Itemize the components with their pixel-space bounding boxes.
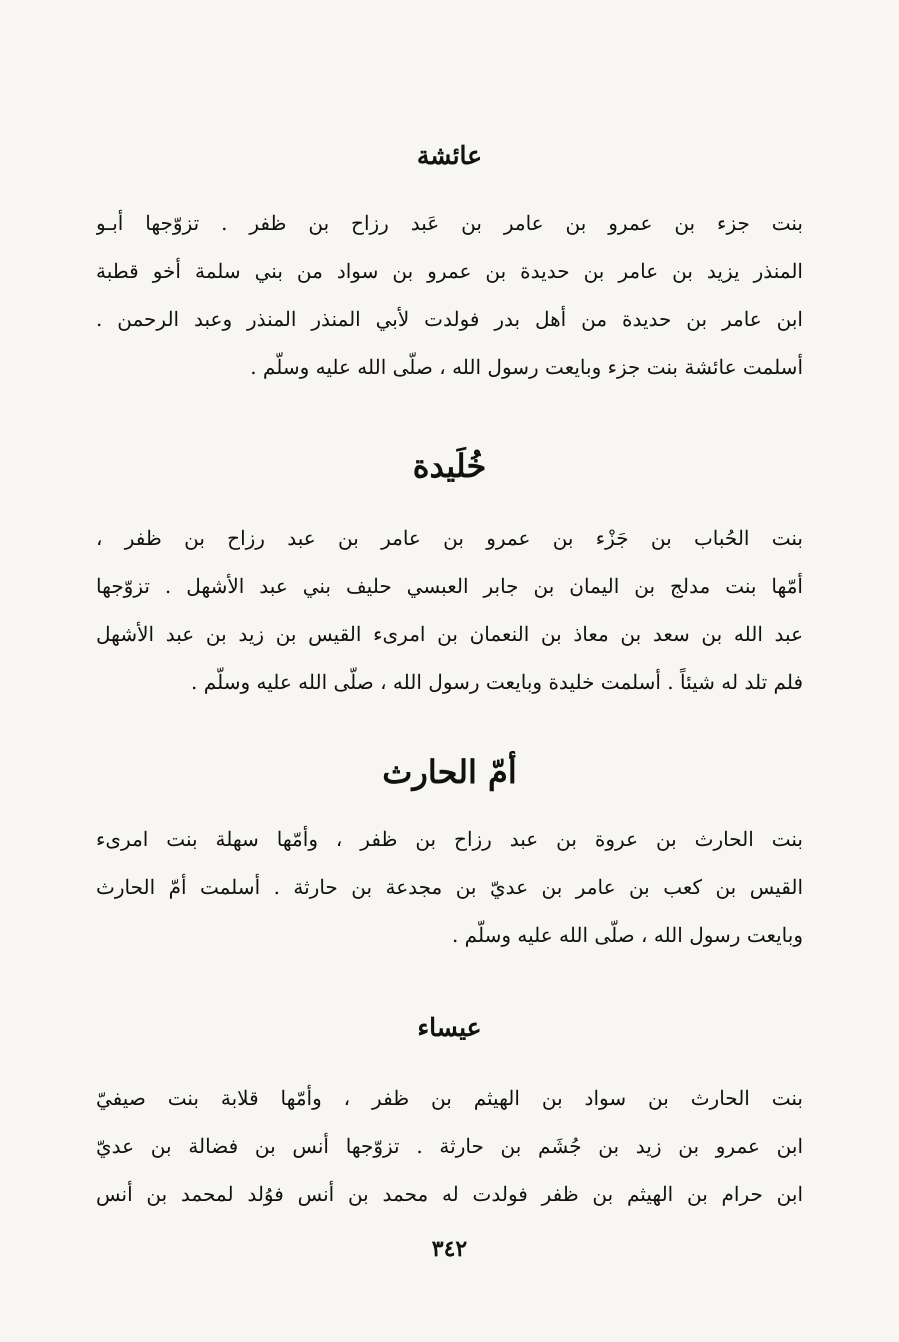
text-line: ابن عامر بن حديدة من أهل بدر فولدت لأبي المنذر المنذر وعبد الرحمن . <box>96 307 803 331</box>
text-line: أمّها بنت مدلج بن اليمان بن جابر العبسي حليف بني عبد الأشهل . تزوّجها <box>96 574 803 598</box>
text-line: بنت الحارث بن سواد بن الهيثم بن ظفر ، وأمّها قلابة بنت صيفيّ <box>96 1086 803 1110</box>
entry-title-aisha: عائشة <box>416 141 483 170</box>
entry-body-aysa <box>96 1074 803 1218</box>
text-line: فلم تلد له شيئاً . أسلمت خليدة وبايعت رسول الله ، صلّى الله عليه وسلّم . <box>191 670 803 694</box>
entry-body-umm-al-harith <box>96 815 803 959</box>
text-line: القيس بن كعب بن عامر بن عديّ بن مجدعة بن حارثة . أسلمت أمّ الحارث <box>96 875 803 899</box>
text-line: ابن حرام بن الهيثم بن ظفر فولدت له محمد بن أنس فوُلد لمحمد بن أنس <box>96 1182 803 1206</box>
entry-title-aysa: عيساء <box>417 1013 482 1042</box>
page-number: ٣٤٢ <box>431 1236 468 1262</box>
text-line: ابن عمرو بن زيد بن جُشَم بن حارثة . تزوّجها أنس بن فضالة بن عديّ <box>96 1134 803 1158</box>
text-line: أسلمت عائشة بنت جزء وبايعت رسول الله ، صلّى الله عليه وسلّم . <box>250 355 803 379</box>
entry-title-umm-al-harith: أمّ الحارث <box>382 753 517 791</box>
text-line: بنت جزء بن عمرو بن عامر بن عَبد رزاح بن ظفر . تزوّجها أبـو <box>96 211 803 235</box>
text-line: بنت الحُباب بن جَزْء بن عمرو بن عامر بن عبد رزاح بن ظفر ، <box>96 526 803 550</box>
text-line: المنذر يزيد بن عامر بن حديدة بن عمرو بن سواد من بني سلمة أخو قطبة <box>96 259 803 283</box>
entry-title-khulayda: خُلَيدة <box>412 447 487 485</box>
text-line: وبايعت رسول الله ، صلّى الله عليه وسلّم . <box>451 923 803 947</box>
entry-body-aisha <box>96 199 803 391</box>
text-line: عبد الله بن سعد بن معاذ بن النعمان بن امرىء القيس بن زيد بن عبد الأشهل <box>96 622 803 646</box>
entry-body-khulayda <box>96 514 803 706</box>
text-line: بنت الحارث بن عروة بن عبد رزاح بن ظفر ، وأمّها سهلة بنت امرىء <box>96 827 803 851</box>
